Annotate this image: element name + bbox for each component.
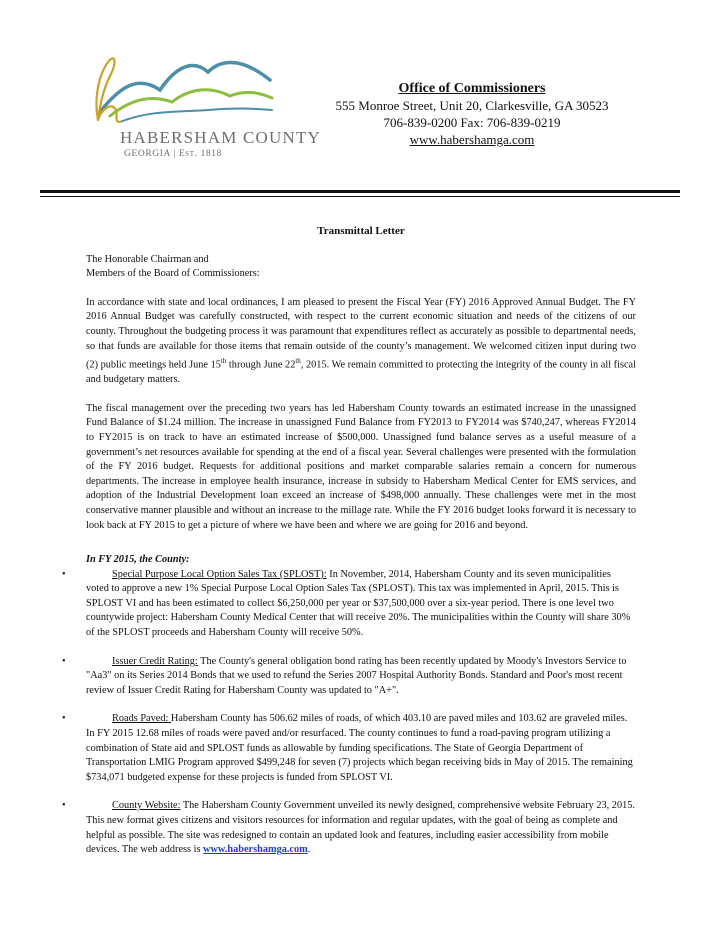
mountain-logo-icon (80, 50, 280, 130)
header-rule-thin (40, 196, 680, 197)
bullet-heading: Special Purpose Local Option Sales Tax (SPLOST): (112, 568, 327, 580)
bullet-splost (62, 568, 636, 641)
bullet-icon: • (62, 568, 66, 580)
bullet-icon: • (62, 713, 66, 725)
letter-title: Transmittal Letter (317, 225, 405, 237)
bullet-credit-rating (62, 655, 636, 699)
fy2015-lead: In FY 2015, the County: (86, 554, 190, 566)
logo-subtitle: GEORGIA | Est. 1818 (124, 149, 222, 159)
bullet-heading: County Website: (112, 800, 181, 812)
county-logo (80, 50, 322, 172)
logo-county-name: HABERSHAM COUNTY (120, 128, 322, 147)
bullet-icon: • (62, 800, 66, 812)
office-address: 555 Monroe Street, Unit 20, Clarkesville, GA 30523 (335, 98, 609, 113)
header-rule-thick (40, 190, 680, 193)
bullet-text: The County's general obligation bond rating has been recently updated by Moody's Investors Service to "Aa3" on its Series 2014 Bonds that we used to refund the Series 2007 Hospital Authority Bonds. Standard and Poor's most recent review of Issuer Credit Rating for Habersham County was updated to "A+". (86, 655, 627, 696)
office-title: Office of Commissioners (398, 81, 546, 96)
county-website-link[interactable]: www.habershamga.com (203, 844, 308, 856)
bullet-text: Habersham County has 506.62 miles of roads, of which 403.10 are paved miles and 103.62 are graveled miles. In FY 2015 12.68 miles of roads were paved and/or resurfaced. The county continues to fund a road-paving program utilizing a combination of State aid and SPLOST funds as allowable by funding specifications. The State of Georgia Department of Transportation LMIG Program approved $499,248 for seven (7) projects which began receiving bids in May of 2015. The remaining $734,071 budgeted expense for these projects is funded from SPLOST VI. (86, 713, 633, 783)
bullet-tail: . (307, 844, 311, 856)
ordinal-suffix: th (295, 357, 301, 366)
paragraph-intro-text-c: , 2015. We remain committed to protecting the integrity of the county in all fiscal and budgetary matters. (86, 359, 636, 386)
bullet-heading: Issuer Credit Rating: (112, 655, 198, 667)
bullet-text: The Habersham County Government unveiled its newly designed, comprehensive website February 23, 2015. This new format gives citizens and visitors resources for information and regular updates, with the goal of being as complete and helpful as possible. The site was redesigned to contain an updated look and features, including easier accessibility from mobile devices. The web address is (86, 800, 635, 856)
salutation-line-2: Members of the Board of Commissioners: (86, 268, 260, 280)
paragraph-intro-text-a: In accordance with state and local ordinances, I am pleased to present the Fiscal Year (FY) 2016 Approved Annual Budget. The FY 2016 Annual Budget was carefully constructed, with respect to the current economic situation and needs of the citizens of our county. Throughout the budgeting process it was paramount that expenditures reflect as accurately as possible to departmental needs, so that funds are available for those items that remain outside of the county’s management. We welcomed citizen input during two (2) public meetings held June 15 (86, 296, 636, 371)
bullet-text: In November, 2014, Habersham County and its seven municipalities voted to approve a new 1% Special Purpose Local Option Sales Tax (SPLOST). This tax was implemented in April, 2015. This is SPLOST VI and has been estimated to collect $6,250,000 per year or $37,500,000 over a six-year period. There is one level two countywide project: Habersham County Medical Center that will receive 20%. The municipalities within the County will share 30% of the SPLOST proceeds and Habersham County will receive 50%. (86, 568, 631, 639)
ordinal-suffix: th (220, 357, 227, 366)
bullet-roads-paved (62, 712, 636, 785)
letter-body (62, 224, 636, 858)
office-header (307, 80, 637, 148)
salutation-line-1: The Honorable Chairman and (86, 253, 209, 265)
paragraph-intro (86, 296, 636, 388)
office-phone-fax: 706-839-0200 Fax: 706-839-0219 (383, 115, 561, 130)
paragraph-intro-text-b: through June 22 (226, 359, 296, 371)
bullet-county-website (62, 799, 636, 857)
bullet-heading: Roads Paved: (112, 713, 171, 725)
office-website-link[interactable]: www.habershamga.com (409, 132, 535, 147)
paragraph-fiscal-management: The fiscal management over the preceding two years has led Habersham County towards an estimated increase in the unassigned Fund Balance of $1.24 million. The increase in unassigned Fund Balance from FY2013 to FY2014 was $740,247, whereas FY2014 to FY2015 is on track to have an estimated increase of $500,000. Unassigned fund balance serves as a useful measure of a government’s net resources available for spending at the end of a fiscal year. Several challenges were presented with the formulation of the FY 2016 budget. Requests for additional positions and market comparable salaries remain a concern for numerous departments. The increase in employee health insurance, increase in subsidy to Habersham Medical Center for EMS services, and adoption of the Industrial Development loan exceed an increase of $498,000 annually. These challenges were met in the most conservative manner plausible and without an increase to the millage rate. While the FY 2016 budget looks forward it is necessary to look back at FY 2015 to get a picture of where we have been and where we are going for 2016 and beyond. (86, 402, 636, 531)
bullet-icon: • (62, 655, 66, 667)
